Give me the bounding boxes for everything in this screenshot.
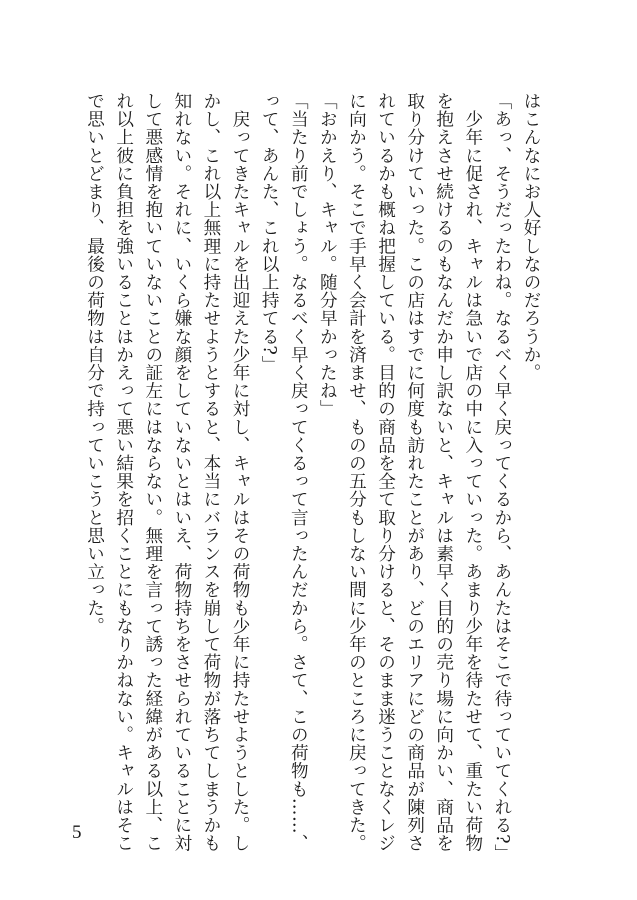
text-line: 戻ってきたキャルを出迎えた少年に対し、キャルはその荷物も少年に持たせようとした。し	[230, 92, 251, 853]
text-line: して悪感情を抱いていないことの証左にはならない。無理を言って誘った経緯がある以上、こ	[142, 92, 163, 853]
text-line: かし、これ以上無理に持たせようとすると、本当にバランスを崩して荷物が落ちてしまうかも	[200, 92, 221, 853]
text-line: れているかも概ね把握している。目的の商品を全て取り分けると、そのまま迷うことなくレジ	[375, 92, 396, 853]
text-line: れ以上彼に負担を強いることはかえって悪い結果を招くことにもなりかねない。キャルはそこ	[113, 92, 134, 853]
text-line: 知れない。それに、いくら嫌な顔をしていないとはいえ、荷物持ちをさせられていることに対	[171, 92, 192, 853]
text-line: 少年に促され、キャルは急いで店の中に入っていった。あまり少年を待たせて、重たい荷物	[462, 92, 483, 853]
text-line: 「当たり前でしょう。なるべく早く戻ってくるって言ったんだから。さて、この荷物も……、	[288, 92, 309, 853]
text-line: に向かう。そこで手早く会計を済ませ、ものの五分もしない間に少年のところに戻ってきた。	[346, 92, 367, 853]
vertical-text-body	[80, 92, 546, 863]
text-line: 「あっ、そうだったわね。なるべく早く戻ってくるから、あんたはそこで待っていてくれる?」	[491, 92, 512, 863]
text-line: って、あんた、これ以上持てる?」	[259, 92, 280, 374]
text-line: はこんなにお人好しなのだろうか。	[521, 92, 541, 382]
text-line: 「おかえり、キャル。随分早かったね」	[317, 92, 338, 418]
page-number: 5	[72, 822, 82, 843]
text-line: 取り分けていった。この店はすでに何度も訪れたことがあり、どのエリアにどの商品が陳列さ	[404, 92, 425, 853]
text-line: を抱えさせ続けるのもなんだか申し訳ないと、キャルは素早く目的の売り場に向かい、商品を	[433, 92, 454, 853]
text-line: で思いとどまり、最後の荷物は自分で持っていこうと思い立った。	[84, 92, 105, 635]
